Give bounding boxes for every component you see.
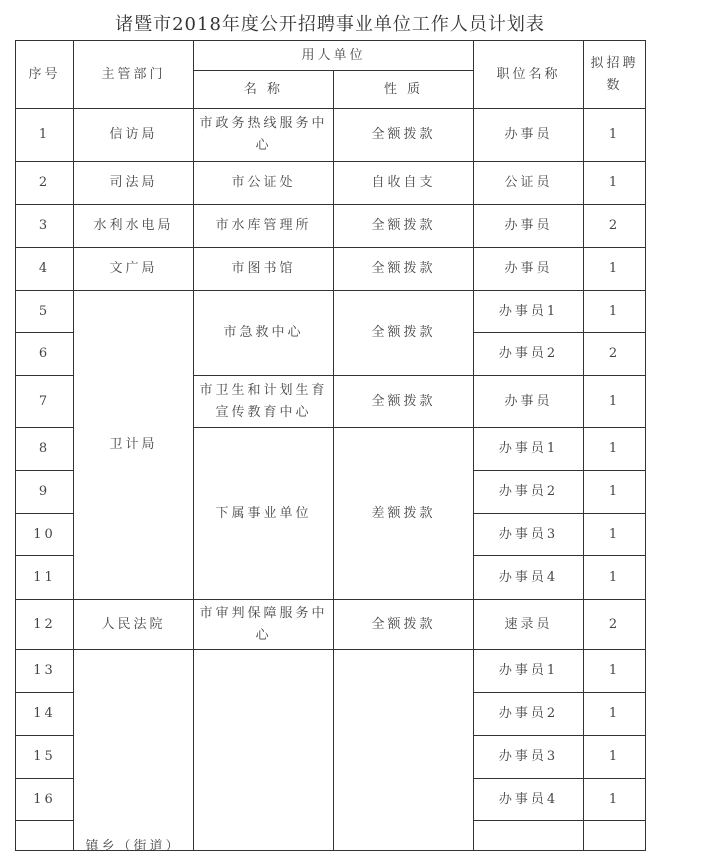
header-seq: 序号 — [16, 41, 74, 109]
recruitment-plan-table — [15, 40, 646, 854]
cell-count: 2 — [584, 205, 646, 248]
cell-position: 办事员2 — [474, 333, 584, 376]
cell-position: 办事员 — [474, 248, 584, 291]
table-row — [16, 600, 646, 650]
cell-position: 办事员1 — [474, 291, 584, 333]
cell-count: 1 — [584, 428, 646, 471]
cell-dept-text: 镇乡（街道） — [85, 839, 182, 854]
cell-seq: 4 — [16, 248, 74, 291]
cell-position: 速录员 — [474, 600, 584, 650]
cell-position: 办事员3 — [474, 736, 584, 779]
cell-nature: 自收自支 — [334, 162, 474, 205]
cell-count: 1 — [584, 693, 646, 736]
cell-count: 1 — [584, 471, 646, 514]
header-position: 职位名称 — [474, 41, 584, 109]
table-row — [16, 650, 646, 693]
cell-nature: 全额拨款 — [334, 376, 474, 428]
cell-unit: 市水库管理所 — [194, 205, 334, 248]
cell-position: 公证员 — [474, 162, 584, 205]
cell-unit: 下属事业单位 — [194, 428, 334, 600]
cell-seq: 5 — [16, 291, 74, 333]
cell-count: 1 — [584, 376, 646, 428]
cell-count: 2 — [584, 600, 646, 650]
cell-seq: 1 — [16, 109, 74, 162]
cell-unit: 市公证处 — [194, 162, 334, 205]
cell-seq: 8 — [16, 428, 74, 471]
cell-seq: 2 — [16, 162, 74, 205]
cell-seq: 9 — [16, 471, 74, 514]
cell-unit: 市政务热线服务中心 — [194, 109, 334, 162]
cell-nature: 全额拨款 — [334, 291, 474, 376]
cell-seq: 10 — [16, 514, 74, 556]
cell-position: 办事员2 — [474, 693, 584, 736]
table-row — [16, 205, 646, 248]
cell-unit — [194, 650, 334, 851]
header-unit-name: 名 称 — [194, 71, 334, 109]
cell-unit: 市审判保障服务中心 — [194, 600, 334, 650]
cell-nature: 全额拨款 — [334, 600, 474, 650]
cell-position: 办事员4 — [474, 556, 584, 600]
header-count: 拟招聘数 — [584, 41, 646, 109]
header-unit-nature: 性 质 — [334, 71, 474, 109]
cell-dept: 信访局 — [74, 109, 194, 162]
cell-seq: 13 — [16, 650, 74, 693]
cell-count: 1 — [584, 556, 646, 600]
cell-count: 1 — [584, 162, 646, 205]
cell-dept: 司法局 — [74, 162, 194, 205]
cell-seq: 3 — [16, 205, 74, 248]
table-row — [16, 291, 646, 333]
cell-seq: 12 — [16, 600, 74, 650]
cell-seq: 16 — [16, 779, 74, 821]
page-title: 诸暨市2018年度公开招聘事业单位工作人员计划表 — [115, 14, 545, 35]
cell-nature: 全额拨款 — [334, 109, 474, 162]
cell-position: 办事员 — [474, 109, 584, 162]
table-row — [16, 248, 646, 291]
cell-dept: 文广局 — [74, 248, 194, 291]
cell-unit: 市急救中心 — [194, 291, 334, 376]
cell-dept — [74, 650, 194, 854]
cell-seq: 11 — [16, 556, 74, 600]
cell-position — [474, 821, 584, 851]
cell-count — [584, 821, 646, 851]
cell-dept: 水利水电局 — [74, 205, 194, 248]
table-row — [16, 109, 646, 162]
cell-unit: 市卫生和计划生育宣传教育中心 — [194, 376, 334, 428]
cell-count: 1 — [584, 650, 646, 693]
cell-seq: 6 — [16, 333, 74, 376]
cell-dept: 人民法院 — [74, 600, 194, 650]
cell-seq — [16, 821, 74, 851]
cell-nature: 全额拨款 — [334, 205, 474, 248]
header-unit-group: 用人单位 — [194, 41, 474, 71]
cell-seq: 15 — [16, 736, 74, 779]
cell-count: 1 — [584, 779, 646, 821]
cell-position: 办事员3 — [474, 514, 584, 556]
cell-position: 办事员 — [474, 205, 584, 248]
header-dept: 主管部门 — [74, 41, 194, 109]
cell-position: 办事员1 — [474, 650, 584, 693]
cell-count: 1 — [584, 291, 646, 333]
cell-position: 办事员4 — [474, 779, 584, 821]
cell-unit: 市图书馆 — [194, 248, 334, 291]
cell-dept: 卫计局 — [74, 291, 194, 600]
cell-count: 1 — [584, 109, 646, 162]
cell-position: 办事员1 — [474, 428, 584, 471]
cell-position: 办事员 — [474, 376, 584, 428]
table-row — [16, 162, 646, 205]
cell-count: 1 — [584, 514, 646, 556]
cell-count: 1 — [584, 736, 646, 779]
cell-count: 2 — [584, 333, 646, 376]
cell-nature: 全额拨款 — [334, 248, 474, 291]
cell-nature — [334, 650, 474, 851]
cell-seq: 7 — [16, 376, 74, 428]
cell-seq: 14 — [16, 693, 74, 736]
cell-count: 1 — [584, 248, 646, 291]
cell-nature: 差额拨款 — [334, 428, 474, 600]
header-row — [16, 41, 646, 71]
cell-position: 办事员2 — [474, 471, 584, 514]
